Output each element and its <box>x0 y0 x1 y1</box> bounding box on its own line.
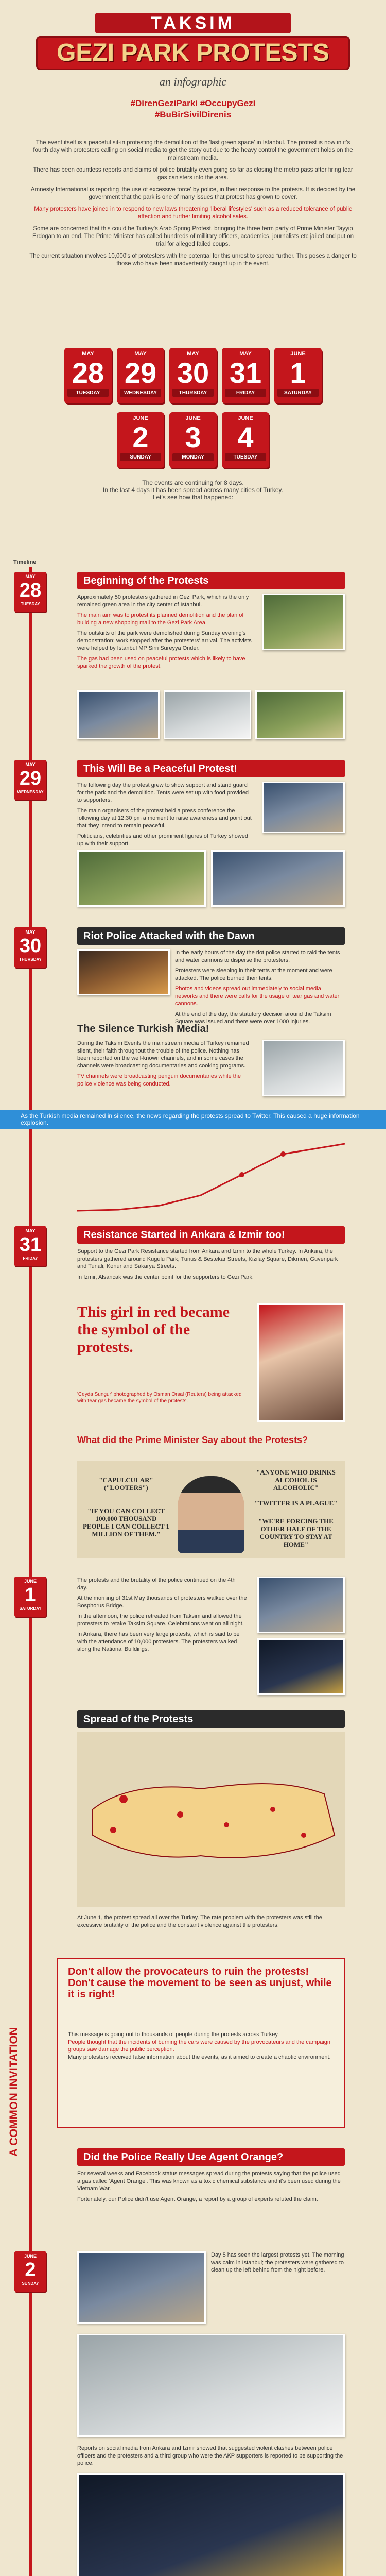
protest-city-marker <box>110 1827 116 1833</box>
pm-quote: "IF YOU CAN COLLECT 100,000 THOUSAND PEOPLE I CAN COLLECT 1 MILLION OF THEM." <box>82 1507 170 1538</box>
calendar-month: JUNE <box>290 351 306 357</box>
calendar-date: 30 <box>177 357 209 389</box>
section-paragraph: During the Taksim Events the mainstream media of Turkey remained silent, their faith throughout the trouble of the police. Nothing has been reported on the well-known channels, and in some cases the channels were broadcasting documentaries and cooking programs. <box>77 1040 249 1069</box>
twitter-activity-marker <box>239 1172 244 1177</box>
day-weekday: FRIDAY <box>23 1256 38 1261</box>
calendar-weekday: THURSDAY <box>172 389 214 397</box>
day-month: MAY <box>25 574 36 579</box>
day-date: 29 <box>19 768 42 789</box>
timeline-day-may-30 <box>14 927 46 968</box>
day-date: 1 <box>25 1584 36 1606</box>
turkey-map <box>77 1732 345 1907</box>
section-body-media <box>77 1040 252 1091</box>
section-paragraph: In the afternoon, the police retreated from Taksim and allowed the protesters to retake Taksim Square. Celebrations went on all night. <box>77 1613 244 1627</box>
photo-riot-police <box>77 949 170 995</box>
intro-paragraph: The event itself is a peaceful sit-in protesting the demolition of the 'last green space' in Istanbul. The protest is now in it's fourth day with protesters calling on social media to get the story out due to the heavy control the government holds on the mainstream media. <box>33 140 353 161</box>
pm-quote: "WE'RE FORCING THE OTHER HALF OF THE COUNTRY TO STAY AT HOME" <box>258 1517 334 1548</box>
protest-city-marker <box>224 1822 229 1827</box>
section-paragraph: Photos and videos spread out immediately to social media networks and there were calls for the usage of tear gas and water cannons. <box>175 986 340 1007</box>
section-paragraph: The gas had been used on peaceful protests which is likely to have sparked the growth of the protest. <box>77 655 245 669</box>
section-paragraph: In Ankara, there has been very large protests, which is said to be with the attendance of 10,000 protesters. The protesters walked along the National Buildings. <box>77 1631 240 1652</box>
callout-paragraph: People thought that the incidents of burning the cars were caused by the provocateurs and the campaign groups saw damage the public perception. <box>68 2039 330 2053</box>
section-paragraph: The main aim was to protest its planned demolition and the plan of building a new shopping mall to the Gezi Park Area. <box>77 612 244 626</box>
callout-heading: Don't allow the provocateurs to ruin the protests! Don't cause the movement to be seen as unjust, while it is right! <box>68 1966 332 2000</box>
section-body-spread <box>77 1914 345 1932</box>
day-weekday: WEDNESDAY <box>17 790 44 794</box>
calendar-row-2 <box>0 412 386 468</box>
day-date: 2 <box>25 2259 36 2281</box>
section-paragraph: The outskirts of the park were demolished during Sunday evening's demonstration; work stopped after the protesters' arrival. The activists were helped by Istanbul MP Sirri Sureyya Onder. <box>77 630 252 651</box>
calendar-date: 2 <box>132 421 149 453</box>
symbol-quote: This girl in red became the symbol of the protests. <box>77 1303 230 1355</box>
twitter-activity-line <box>77 1144 345 1211</box>
calendar-date: 28 <box>72 357 104 389</box>
calendar-date: 3 <box>185 421 201 453</box>
section-paragraph: For several weeks and Facebook status messages spread during the protests saying that the police used a gas called 'Agent Orange'. This was known as a toxic chemical substance and it's been used during the Vietnam War. <box>77 2171 341 2192</box>
photo-protest-3 <box>255 690 345 739</box>
protest-city-marker <box>270 1807 275 1812</box>
calendar-day <box>222 348 269 403</box>
calendar-month: MAY <box>187 351 199 357</box>
day-month: JUNE <box>24 1579 37 1584</box>
intro-paragraph: There has been countless reports and claims of police brutality even going so far as closing the metro pass after firing tear gas canisters into the area. <box>33 167 353 181</box>
protest-city-marker <box>119 1795 128 1803</box>
section-paragraph: Fortunately, our Police didn't use Agent Orange, a report by a group of experts refuted the claim. <box>77 2196 318 2202</box>
day-month: JUNE <box>24 2253 37 2259</box>
intro-text <box>28 139 358 272</box>
callout-paragraph: Many protesters received false information about the events, as it aimed to create a chaotic environment. <box>68 2054 331 2060</box>
section-paragraph: At June 1, the protest spread all over the Turkey. The rate problem with the protesters was still the excessive brutality of the police and the constant violence against the protesters. <box>77 1914 322 1928</box>
timeline-day-may-28 <box>14 572 46 612</box>
symbol-caption: 'Ceyda Sungur' photographed by Osman Orsal (Reuters) being attacked with tear gas became the symbol of the protests. <box>77 1392 242 1404</box>
day-date: 30 <box>19 935 42 957</box>
section-paragraph: In Izmir, Alsancak was the center point for the supporters to Gezi Park. <box>77 1274 254 1280</box>
calendar-date: 29 <box>124 357 157 389</box>
pm-section-title: What did the Prime Minister Say about the Protests? <box>77 1435 308 1445</box>
calendar-note-line: In the last 4 days it has been spread across many cities of Turkey. <box>103 486 283 494</box>
calendar-day <box>64 348 112 403</box>
section-title-riot: Riot Police Attacked with the Dawn <box>77 927 345 945</box>
hashtag-line: #DirenGeziParki #OccupyGezi <box>130 98 256 108</box>
section-paragraph: Politicians, celebrities and other prominent figures of Turkey showed up with their support. <box>77 833 249 847</box>
calendar-note <box>0 479 386 501</box>
photo-penguin-tv <box>262 1040 345 1096</box>
section-body-june2 <box>211 2251 345 2277</box>
day-month: MAY <box>25 1228 36 1233</box>
calendar-month: JUNE <box>133 415 148 421</box>
photo-bosphorus-bridge <box>257 1577 345 1633</box>
photo-tents <box>77 850 206 907</box>
calendar-row-1 <box>0 348 386 403</box>
timeline-day-may-31 <box>14 1226 46 1266</box>
calendar-note-line: Let's see how that happened: <box>152 494 234 501</box>
calendar-month: JUNE <box>238 415 253 421</box>
day-month: MAY <box>25 762 36 767</box>
photo-protest-2 <box>164 690 251 739</box>
timeline-label: Timeline <box>13 559 37 565</box>
banner-main-title: GEZI PARK PROTESTS <box>36 36 350 70</box>
timeline-day-june-1 <box>14 1577 46 1617</box>
twitter-banner-text: As the Turkish media remained in silence, the news regarding the protests spread to Twitter. This caused a huge information explosion. <box>21 1112 360 1126</box>
calendar-weekday: SATURDAY <box>277 389 319 397</box>
calendar-weekday: WEDNESDAY <box>120 389 161 397</box>
day-weekday: TUESDAY <box>21 602 40 606</box>
intro-paragraph: Many protesters have joined in to respond to new laws threatening 'liberal lifestyles' such as a reduced tolerance of public affection and further limiting alcohol sales. <box>34 206 352 220</box>
section-paragraph: The protests and the brutality of the police continued on the 4th day. <box>77 1577 236 1591</box>
protest-city-marker <box>177 1811 183 1818</box>
section-title-peaceful: This Will Be a Peaceful Protest! <box>77 760 345 777</box>
section-paragraph: Reports on social media from Ankara and Izmir showed that suggested violent clashes between police officers and the protesters and a third group who were the AKP supporters is reported to be supporting the police. <box>77 2445 343 2466</box>
photo-ankara <box>257 1638 345 1695</box>
hashtags <box>0 98 386 121</box>
pm-quote: "ANYONE WHO DRINKS ALCOHOL IS ALCOHOLIC" <box>256 1468 336 1492</box>
calendar-day <box>222 412 269 468</box>
photo-protest-1 <box>77 690 160 739</box>
turkey-outline <box>93 1784 335 1858</box>
twitter-activity-svg <box>77 1139 345 1216</box>
section-body-june1 <box>77 1577 247 1656</box>
twitter-banner <box>0 1110 386 1129</box>
header <box>0 0 386 325</box>
subtitle: an infographic <box>159 75 227 88</box>
calendar-date: 1 <box>290 357 306 389</box>
callout-paragraph: This message is going out to thousands of people during the protests across Turkey. <box>68 2031 279 2038</box>
section-title-resistance: Resistance Started in Ankara & Izmir too! <box>77 1226 345 1244</box>
day-date: 28 <box>19 580 42 601</box>
callout-body <box>68 2031 336 2061</box>
calendar-note-line: The events are continuing for 8 days. <box>142 479 244 486</box>
calendar-weekday: FRIDAY <box>225 389 266 397</box>
section-paragraph: At the end of the day, the statutory decision around the Taksim Square was issued and there were over 1000 injuries. <box>175 1011 331 1025</box>
calendar-day <box>274 348 322 403</box>
section-paragraph: Day 5 has seen the largest protests yet. The morning was calm in Istanbul; the protesters were gathered to clean up the left behind from the night before. <box>211 2252 344 2273</box>
section-body-beginning <box>77 594 252 673</box>
section-paragraph: In the early hours of the day the riot police started to raid the tents and water cannons to disperse the protesters. <box>175 950 340 963</box>
hashtag-line: #BuBirSivilDirenis <box>154 110 232 120</box>
calendar-day <box>169 348 217 403</box>
section-title-orange: Did the Police Really Use Agent Orange? <box>77 2148 345 2166</box>
calendar-day <box>169 412 217 468</box>
section-body-peaceful <box>77 782 252 851</box>
vertical-label: A COMMON INVITATION <box>7 2027 20 2157</box>
section-paragraph: Approximately 50 protesters gathered in Gezi Park, which is the only remained green area in the city center of Istanbul. <box>77 594 249 608</box>
prime-minister-portrait <box>178 1476 244 1553</box>
section-body-june2b <box>77 2445 345 2470</box>
calendar-weekday: SUNDAY <box>120 453 161 461</box>
calendar-date: 31 <box>229 357 262 389</box>
day-month: MAY <box>25 929 36 935</box>
day-date: 31 <box>19 1234 42 1256</box>
calendar-month: JUNE <box>185 415 201 421</box>
calendar-day <box>117 348 164 403</box>
intro-paragraph: Some are concerned that this could be Turkey's Arab Spring Protest, bringing the three term party of Prime Minister Tayyip Erdogan to an end. The Prime Minister has called hundreds of millitary officers, academics, journalists etc jailed and put on trial for alleged failed coups. <box>32 226 354 247</box>
section-body-riot <box>175 949 345 1029</box>
section-paragraph: The following day the protest grew to show support and stand guard for the park and the demolition. Tents were set up with food provided to supporters. <box>77 782 249 803</box>
photo-supporters <box>211 850 345 907</box>
photo-press-conference <box>262 782 345 833</box>
section-paragraph: TV channels were broadcasting penguin documentaries while the police violence was being conducted. <box>77 1073 241 1087</box>
banner-top: TAKSIM <box>95 13 291 33</box>
section-paragraph: The main organisers of the protest held a press conference the following day at 12:30 pm a moment to raise awareness and point out that they intend to remain peaceful. <box>77 807 252 829</box>
calendar-weekday: TUESDAY <box>67 389 109 397</box>
timeline-day-june-2 <box>14 2251 46 2292</box>
twitter-activity-graphic <box>77 1139 345 1216</box>
calendar-month: MAY <box>239 351 252 357</box>
photo-tear-gas <box>77 2334 345 2437</box>
intro-paragraph: The current situation involves 10,000's of protesters with the potential for this unrest to spread further. This poses a danger to those who have been inadvertently caught up in the event. <box>29 253 357 267</box>
callout-provocateurs <box>57 1958 345 2128</box>
calendar-weekday: MONDAY <box>172 453 214 461</box>
photo-cleanup <box>77 2251 206 2324</box>
day-weekday: SUNDAY <box>22 2281 39 2286</box>
photo-gezi-park <box>262 594 345 650</box>
section-title-beginning: Beginning of the Protests <box>77 572 345 589</box>
calendar-month: MAY <box>82 351 94 357</box>
section-title-spread: Spread of the Protests <box>77 1710 345 1728</box>
calendar-day <box>117 412 164 468</box>
day-weekday: THURSDAY <box>19 957 42 962</box>
photo-clashes <box>77 2473 345 2576</box>
pm-quote: "CAPULCULAR" ("LOOTERS") <box>99 1476 153 1492</box>
calendar-weekday: TUESDAY <box>225 453 266 461</box>
twitter-activity-marker <box>280 1151 286 1157</box>
intro-paragraph: Amnesty International is reporting 'the use of excessive force' by police, in their response to the protests. It is decided by the government that the park is one of many issues that protest has grown to cover. <box>30 187 356 200</box>
calendar-date: 4 <box>237 421 254 453</box>
calendar-month: MAY <box>134 351 147 357</box>
pm-quotes-box <box>77 1461 345 1558</box>
photo-girl-in-red <box>257 1303 345 1422</box>
pm-quote: "TWITTER IS A PLAGUE" <box>254 1499 338 1507</box>
section-subtitle-media: The Silence Turkish Media! <box>77 1023 209 1035</box>
day-weekday: SATURDAY <box>19 1606 42 1611</box>
protest-city-marker <box>301 1833 306 1838</box>
section-paragraph: Support to the Gezi Park Resistance started from Ankara and Izmir to the whole Turkey. In Ankara, the protesters gathered around Kugulu Park, Tunus & Bestekar Streets, Kizilay Square, Dikmen, Guvenpark and Tunali, Konur and Sakarya Streets. <box>77 1248 338 1269</box>
section-paragraph: At the morning of 31st May thousands of protesters walked over the Bosphorus Bridge. <box>77 1595 247 1609</box>
section-body-orange <box>77 2170 345 2206</box>
section-paragraph: Protesters were sleeping in their tents at the moment and were attacked. The police burned their tents. <box>175 968 332 981</box>
section-body-resistance <box>77 1248 345 1284</box>
timeline-day-may-29 <box>14 760 46 800</box>
turkey-map-svg <box>77 1732 345 1907</box>
